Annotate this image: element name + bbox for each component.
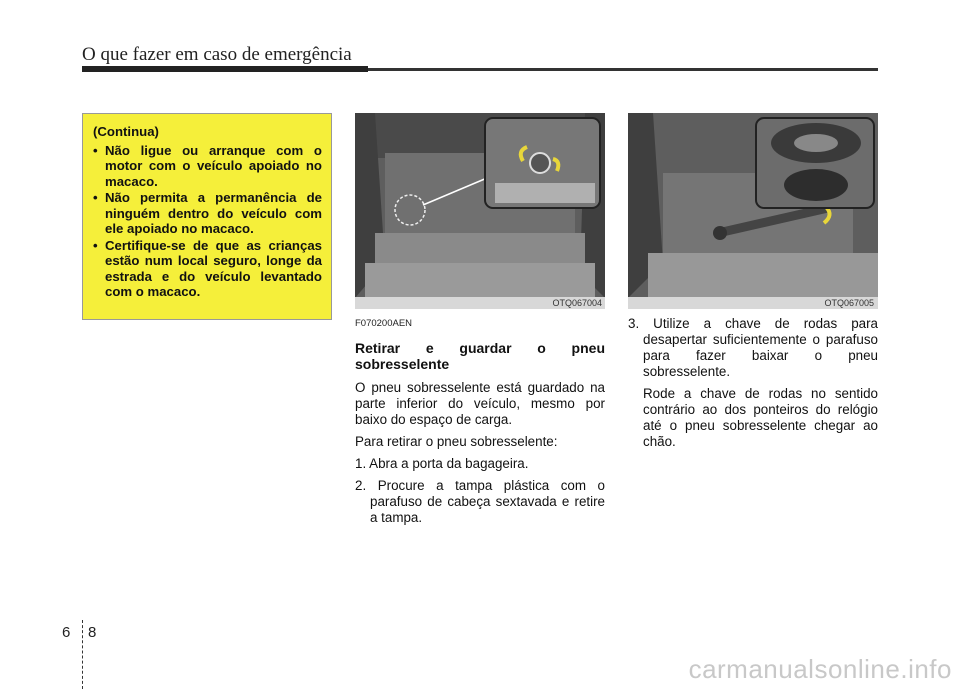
section-code: F070200AEN [355, 318, 413, 329]
middle-column [355, 316, 605, 532]
watermark: carmanualsonline.info [688, 654, 952, 684]
warning-item: • Não permita a permanência de ninguém dentro do veículo com ele apoiado no macaco. [93, 190, 322, 237]
step-2: 2. Procure a tampa plástica com o parafuso de cabeça sextavada e retire a tampa. [355, 478, 605, 525]
warning-list [93, 143, 322, 300]
trunk-photo-wrench [628, 113, 878, 298]
photo-caption: OTQ067005 [824, 298, 874, 308]
header-rule-accent [82, 66, 368, 72]
warning-item: • Certifique-se de que as crianças estão num local seguro, longe da estrada e do veículo levantado com o macaco. [93, 238, 322, 300]
right-column [628, 316, 878, 456]
warning-continued: (Continua) [93, 124, 159, 139]
trunk-photo-cover [355, 113, 605, 298]
photo-caption: OTQ067004 [552, 298, 602, 308]
lead-paragraph: Para retirar o pneu sobresselente: [355, 434, 558, 449]
step-1: 1. Abra a porta da bagageira. [355, 456, 529, 471]
chapter-number: 6 [62, 624, 71, 641]
warning-box [82, 113, 332, 320]
section-title: Retirar e guardar o pneu sobresselente [355, 340, 605, 372]
step-3: 3. Utilize a chave de rodas para desapertar suficientemente o parafuso para fazer baixar o pneu sobresselente. [628, 316, 878, 379]
intro-paragraph: O pneu sobresselente está guardado na parte inferior do veículo, mesmo por baixo do espaço de carga. [355, 380, 605, 427]
page-number: 8 [88, 624, 97, 641]
page-header-title: O que fazer em caso de emergência [82, 44, 352, 65]
page-divider [82, 620, 83, 689]
warning-item: • Não ligue ou arranque com o motor com o veículo apoiado no macaco. [93, 143, 322, 190]
step-3-note: Rode a chave de rodas no sentido contrário ao dos ponteiros do relógio até o pneu sobresselente chegar ao chão. [643, 386, 878, 449]
